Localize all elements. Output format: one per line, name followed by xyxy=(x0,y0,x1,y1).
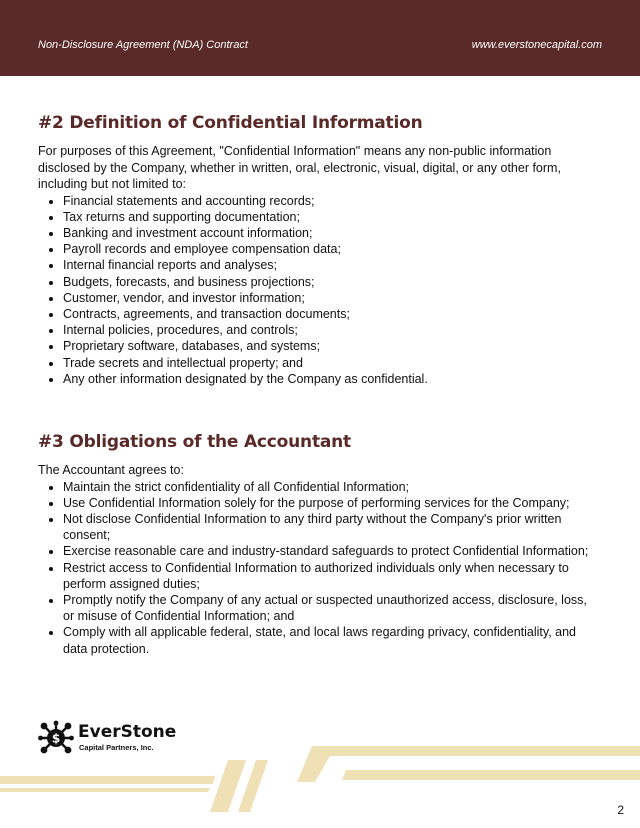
stripe-left-top xyxy=(0,776,215,784)
svg-text:$: $ xyxy=(51,731,61,746)
network-dollar-icon xyxy=(38,720,74,756)
list-item: • Tax returns and supporting documentation; xyxy=(63,209,598,225)
list-item: • Restrict access to Confidential Information to authorized individuals only when necessary to perform assigned duties; xyxy=(63,560,598,592)
list-item: • Any other information designated by the Company as confidential. xyxy=(63,371,598,387)
confidential-info-list xyxy=(38,193,598,387)
section-2-intro: For purposes of this Agreement, "Confidential Information" means any non-public information disclosed by the Company, whether in written, oral, electronic, visual, digital, or any other form, including but not limited to: xyxy=(38,144,561,191)
stripe-right-bottom xyxy=(342,770,640,780)
list-item: • Proprietary software, databases, and systems; xyxy=(63,338,598,354)
list-item: • Use Confidential Information solely for the purpose of performing services for the Company; xyxy=(63,495,598,511)
section-3-intro: The Accountant agrees to: xyxy=(38,463,184,477)
list-item: • Contracts, agreements, and transaction documents; xyxy=(63,306,598,322)
list-item: • Comply with all applicable federal, state, and local laws regarding privacy, confidentiality, and data protection. xyxy=(63,624,598,656)
list-item: • Internal financial reports and analyses; xyxy=(63,257,598,273)
list-item: • Internal policies, procedures, and controls; xyxy=(63,322,598,338)
logo-subtitle: Capital Partners, Inc. xyxy=(79,743,154,752)
list-item: • Payroll records and employee compensation data; xyxy=(63,241,598,257)
list-item: • Promptly notify the Company of any actual or suspected unauthorized access, disclosure, loss, or misuse of Confidential Information; and xyxy=(63,592,598,624)
list-item: • Not disclose Confidential Information to any third party without the Company's prior written consent; xyxy=(63,511,598,543)
page-number: 2 xyxy=(617,803,624,817)
list-item: • Budgets, forecasts, and business projections; xyxy=(63,274,598,290)
website-link[interactable]: www.everstonecapital.com xyxy=(471,39,602,51)
company-logo xyxy=(38,718,238,758)
logo-name: EverStone xyxy=(78,722,177,742)
list-item: • Exercise reasonable care and industry-standard safeguards to protect Confidential Information; xyxy=(63,543,598,559)
list-item: • Financial statements and accounting records; xyxy=(63,193,598,209)
section-definition xyxy=(38,113,598,387)
document-title: Non-Disclosure Agreement (NDA) Contract xyxy=(38,39,248,51)
list-item: • Customer, vendor, and investor information; xyxy=(63,290,598,306)
stripe-left-bottom xyxy=(0,788,210,792)
section-obligations xyxy=(38,432,598,657)
section-2-heading: #2 Definition of Confidential Information xyxy=(38,113,423,133)
obligations-list xyxy=(38,479,598,657)
page-header xyxy=(0,0,640,76)
list-item: • Maintain the strict confidentiality of all Confidential Information; xyxy=(63,479,598,495)
section-3-heading: #3 Obligations of the Accountant xyxy=(38,432,351,452)
list-item: • Banking and investment account information; xyxy=(63,225,598,241)
stripe-diag-1 xyxy=(210,760,246,812)
list-item: • Trade secrets and intellectual property; and xyxy=(63,355,598,371)
